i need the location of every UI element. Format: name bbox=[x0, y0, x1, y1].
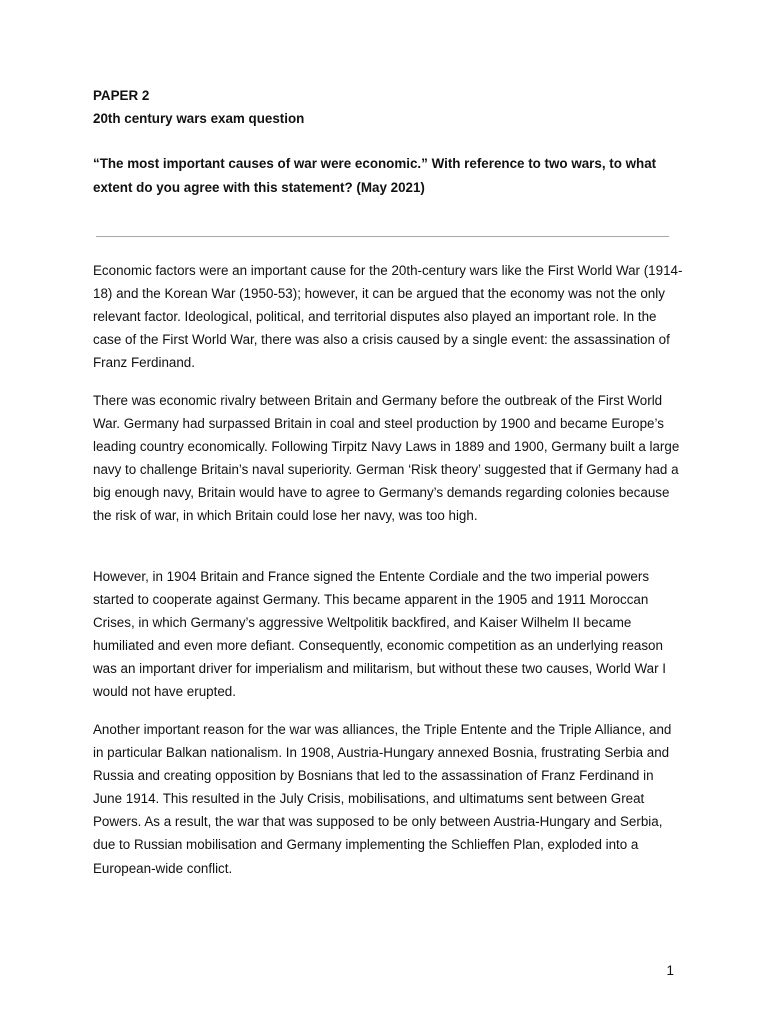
body-paragraph: Economic factors were an important cause for the 20th-century wars like the First World War (1914-18) and the Korean War (1950-53); however, it can be argued that the economy was not the only relevant factor. Ideological, political, and territorial disputes also played an important role. In the case of the First World War, there was also a crisis caused by a single event: the assassination of Franz Ferdinand. bbox=[93, 263, 683, 371]
section-divider bbox=[96, 236, 669, 237]
paper-subtitle: 20th century wars exam question bbox=[93, 111, 305, 126]
body-paragraph: However, in 1904 Britain and France signed the Entente Cordiale and the two imperial powers started to cooperate against Germany. This became apparent in the 1905 and 1911 Moroccan Crises, in which Germany’s aggressive Weltpolitik backfired, and Kaiser Wilhelm II became humiliated and even more defiant. Consequently, economic competition as an underlying reason was an important driver for imperialism and militarism, but without these two causes, World War I would not have erupted. bbox=[93, 569, 667, 700]
page-number: 1 bbox=[666, 963, 674, 978]
body-paragraph: There was economic rivalry between Britain and Germany before the outbreak of the First World War. Germany had surpassed Britain in coal and steel production by 1900 and became Europe’s leading country economically. Following Tirpitz Navy Laws in 1889 and 1900, Germany built a large navy to challenge Britain’s naval superiority. German ‘Risk theory’ suggested that if Germany had a big enough navy, Britain would have to agree to Germany’s demands regarding colonies because the risk of war, in which Britain could lose her navy, was too high. bbox=[93, 393, 680, 524]
paper-label: PAPER 2 bbox=[93, 88, 150, 103]
body-paragraph: Another important reason for the war was alliances, the Triple Entente and the Triple Alliance, and in particular Balkan nationalism. In 1908, Austria-Hungary annexed Bosnia, frustrating Serbia and Russia and creating opposition by Bosnians that led to the assassination of Franz Ferdinand in June 1914. This resulted in the July Crisis, mobilisations, and ultimatums sent between Great Powers. As a result, the war that was supposed to be only between Austria-Hungary and Serbia, due to Russian mobilisation and Germany implementing the Schlieffen Plan, exploded into a European-wide conflict. bbox=[93, 722, 672, 876]
exam-question: “The most important causes of war were economic.” With reference to two wars, to what extent do you agree with this statement? (May 2021) bbox=[93, 156, 657, 195]
